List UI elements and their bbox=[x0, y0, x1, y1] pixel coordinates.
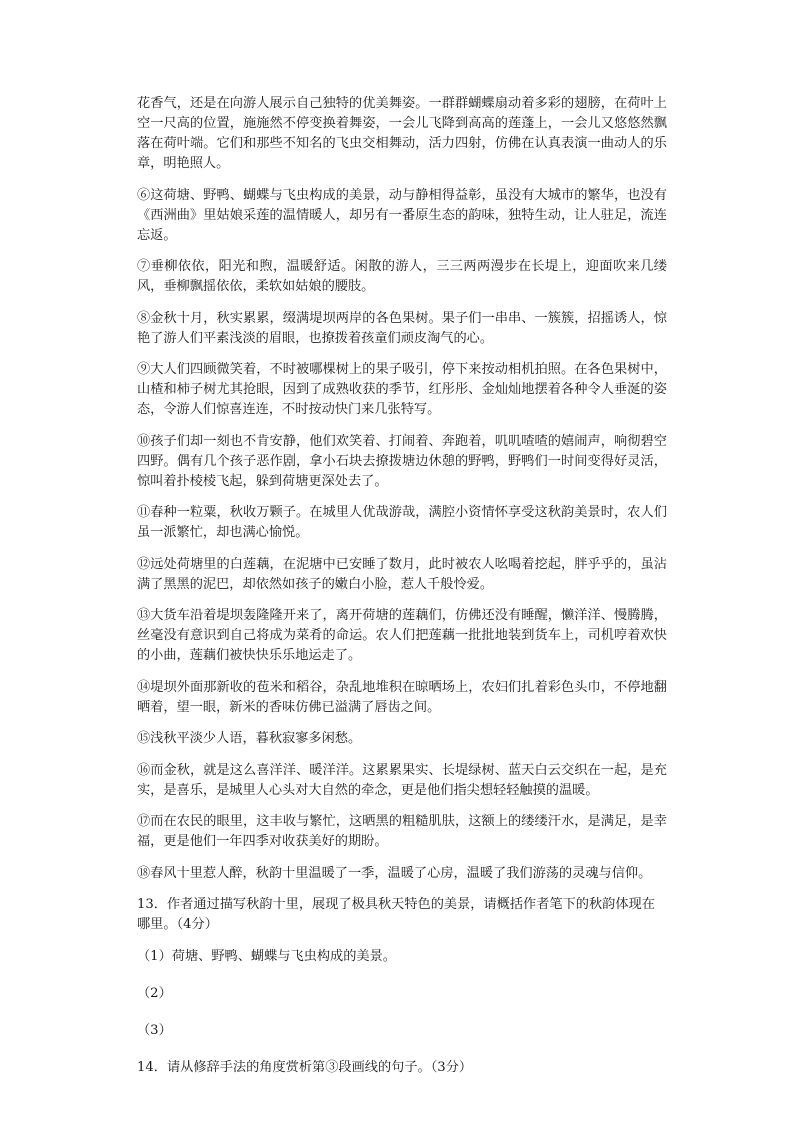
paragraph-12: ⑫远处荷塘里的白莲藕，在泥塘中已安睡了数月，此时被农人吆喝着挖起，胖乎乎的，虽沾满了黑黑的泥巴，却依然如孩子的嫩白小脸，惹人千般怜爱。 bbox=[137, 556, 667, 592]
paragraph-13: ⑬大货车沿着堤坝轰隆隆开来了，离开荷塘的莲藕们，仿佛还没有睡醒，懒洋洋、慢腾腾，丝毫没有意识到自己将成为菜肴的命运。农人们把莲藕一批批地装到货车上，司机哼着欢快的小曲，莲藕们被快快乐乐地运走了。 bbox=[137, 608, 667, 663]
paragraph-7: ⑦垂柳依依，阳光和煦，温暖舒适。闲散的游人，三三两两漫步在长堤上，迎面吹来几缕风，垂柳飘摇依依，柔软如姑娘的腰肢。 bbox=[137, 259, 667, 294]
answer-line-2: （2） bbox=[137, 985, 172, 1001]
paragraph-14: ⑭堤坝外面那新收的苞米和稻谷，杂乱地堆积在晾晒场上，农妇们扎着彩色头巾，不停地翻晒着，望一眼，新米的香味仿佛已溢满了唇齿之间。 bbox=[137, 679, 667, 715]
question-13: 13．作者通过描写秋韵十里，展现了极具秋天特色的美景，请概括作者笔下的秋韵体现在哪里。（4分） bbox=[137, 897, 655, 932]
paragraph-15: ⑮浅秋平淡少人语，暮秋寂寥多闲愁。 bbox=[137, 731, 362, 746]
paragraph-11: ⑪春种一粒粟，秋收万颗子。在城里人优哉游哉，满腔小资情怀享受这秋韵美景时，农人们虽一派繁忙，却也满心愉悦。 bbox=[137, 505, 667, 540]
paragraph-17: ⑰而在农民的眼里，这丰收与繁忙，这晒黑的粗糙肌肤，这额上的缕缕汗水，是满足，是幸福，更是他们一年四季对收获美好的期盼。 bbox=[137, 814, 667, 849]
paragraph-6: ⑥这荷塘、野鸭、蝴蝶与飞虫构成的美景，动与静相得益彰，虽没有大城市的繁华，也没有《西洲曲》里姑娘采莲的温情暖人，却另有一番原生态的韵味，独特生动，让人驻足，流连忘返。 bbox=[137, 187, 667, 243]
paragraph-10: ⑩孩子们却一刻也不肯安静，他们欢笑着、打闹着、奔跑着，叽叽喳喳的嬉闹声，响彻碧空四野。偶有几个孩子恶作剧，拿小石块去撩拨塘边休憩的野鸭，野鸭们一时间变得好灵活，惊叫着扑棱棱飞起，躲到荷塘更深处去了。 bbox=[137, 433, 667, 489]
paragraph-8: ⑧金秋十月，秋实累累，缀满堤坝两岸的各色果树。果子们一串串、一簇簇，招摇诱人，惊艳了游人们平素浅淡的眉眼，也撩拨着孩童们顽皮淘气的心。 bbox=[137, 310, 667, 346]
question-14: 14．请从修辞手法的角度赏析第③段画线的句子。（3分） bbox=[137, 1059, 473, 1075]
paragraph-5-continued: 花香气，还是在向游人展示自己独特的优美舞姿。一群群蝴蝶扇动着多彩的翅膀，在荷叶上空一尺高的位置，施施然不停变换着舞姿，一会儿飞降到高高的莲蓬上，一会儿又悠悠然飘落在荷叶端。它们和那些不知名的飞虫交相舞动，活力四射，仿佛在认真表演一曲动人的乐章，明艳照人。 bbox=[137, 96, 667, 171]
answer-line-3: （3） bbox=[137, 1022, 172, 1038]
paragraph-9: ⑨大人们四顾微笑着，不时被哪棵树上的果子吸引，停下来按动相机拍照。在各色果树中，山楂和柿子树尤其抢眼，因到了成熟收获的季节，红彤彤、金灿灿地摆着各种令人垂涎的姿态，令游人们惊喜连连，不时按动快门来几张特写。 bbox=[137, 362, 667, 417]
paragraph-18: ⑱春风十里惹人醉，秋韵十里温暖了一季，温暖了心房，温暖了我们游荡的灵魂与信仰。 bbox=[137, 865, 652, 881]
paragraph-16: ⑯而金秋，就是这么喜洋洋、暖洋洋。这累累果实、长堤绿树、蓝天白云交织在一起，是充实，是喜乐，是城里人心头对大自然的牵念，更是他们指尖想轻轻触摸的温暖。 bbox=[137, 762, 667, 798]
answer-line-1: （1）荷塘、野鸭、蝴蝶与飞虫构成的美景。 bbox=[137, 948, 396, 964]
document-page bbox=[137, 94, 667, 1089]
